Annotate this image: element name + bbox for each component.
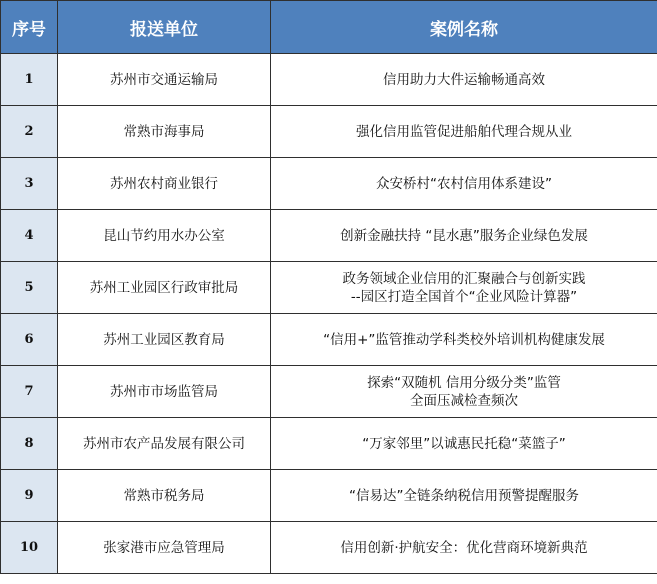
row-case bbox=[271, 470, 657, 522]
row-case bbox=[271, 262, 657, 314]
case-line: “信易达”全链条纳税信用预警提醒服务 bbox=[349, 487, 579, 504]
table-row bbox=[1, 314, 657, 366]
row-index: 6 bbox=[1, 314, 58, 366]
row-index: 9 bbox=[1, 470, 58, 522]
header-row bbox=[1, 1, 657, 54]
row-case bbox=[271, 54, 657, 106]
header-unit: 报送单位 bbox=[58, 1, 271, 54]
row-index: 2 bbox=[1, 106, 58, 158]
row-index: 10 bbox=[1, 522, 58, 574]
row-index: 8 bbox=[1, 418, 58, 470]
case-line: 全面压减检查频次 bbox=[410, 392, 518, 409]
row-index: 5 bbox=[1, 262, 58, 314]
case-line: “万家邻里”以诚惠民托稳“菜篮子” bbox=[362, 435, 566, 452]
row-case bbox=[271, 106, 657, 158]
row-unit: 苏州市农产品发展有限公司 bbox=[58, 418, 271, 470]
table-row bbox=[1, 470, 657, 522]
case-line: 探索“双随机 信用分级分类”监管 bbox=[367, 374, 561, 391]
row-unit: 昆山节约用水办公室 bbox=[58, 210, 271, 262]
table-row bbox=[1, 262, 657, 314]
header-index: 序号 bbox=[1, 1, 58, 54]
row-unit: 常熟市海事局 bbox=[58, 106, 271, 158]
case-line: “信用+”监管推动学科类校外培训机构健康发展 bbox=[323, 331, 605, 348]
row-case bbox=[271, 366, 657, 418]
case-line: 信用助力大件运输畅通高效 bbox=[383, 71, 545, 88]
case-line: 强化信用监管促进船舶代理合规从业 bbox=[356, 123, 572, 140]
case-line: --园区打造全国首个“企业风险计算器” bbox=[350, 288, 578, 305]
row-unit: 苏州工业园区行政审批局 bbox=[58, 262, 271, 314]
row-unit: 苏州农村商业银行 bbox=[58, 158, 271, 210]
row-unit: 苏州市市场监管局 bbox=[58, 366, 271, 418]
row-unit: 苏州市交通运输局 bbox=[58, 54, 271, 106]
row-index: 7 bbox=[1, 366, 58, 418]
row-case bbox=[271, 158, 657, 210]
case-line: 政务领域企业信用的汇聚融合与创新实践 bbox=[342, 270, 586, 287]
table-row bbox=[1, 54, 657, 106]
table-row bbox=[1, 418, 657, 470]
row-index: 1 bbox=[1, 54, 58, 106]
table-row bbox=[1, 522, 657, 574]
row-case bbox=[271, 522, 657, 574]
row-unit: 常熟市税务局 bbox=[58, 470, 271, 522]
row-unit: 苏州工业园区教育局 bbox=[58, 314, 271, 366]
row-case bbox=[271, 210, 657, 262]
row-case bbox=[271, 314, 657, 366]
case-line: 众安桥村“农村信用体系建设” bbox=[376, 175, 552, 192]
table-row bbox=[1, 158, 657, 210]
row-index: 3 bbox=[1, 158, 58, 210]
row-case bbox=[271, 418, 657, 470]
case-line: 创新金融扶持 “昆水惠”服务企业绿色发展 bbox=[340, 227, 588, 244]
table-row bbox=[1, 210, 657, 262]
row-index: 4 bbox=[1, 210, 58, 262]
table-row bbox=[1, 106, 657, 158]
row-unit: 张家港市应急管理局 bbox=[58, 522, 271, 574]
table-row bbox=[1, 366, 657, 418]
case-line: 信用创新·护航安全：优化营商环境新典范 bbox=[340, 539, 588, 556]
header-case: 案例名称 bbox=[271, 1, 657, 54]
